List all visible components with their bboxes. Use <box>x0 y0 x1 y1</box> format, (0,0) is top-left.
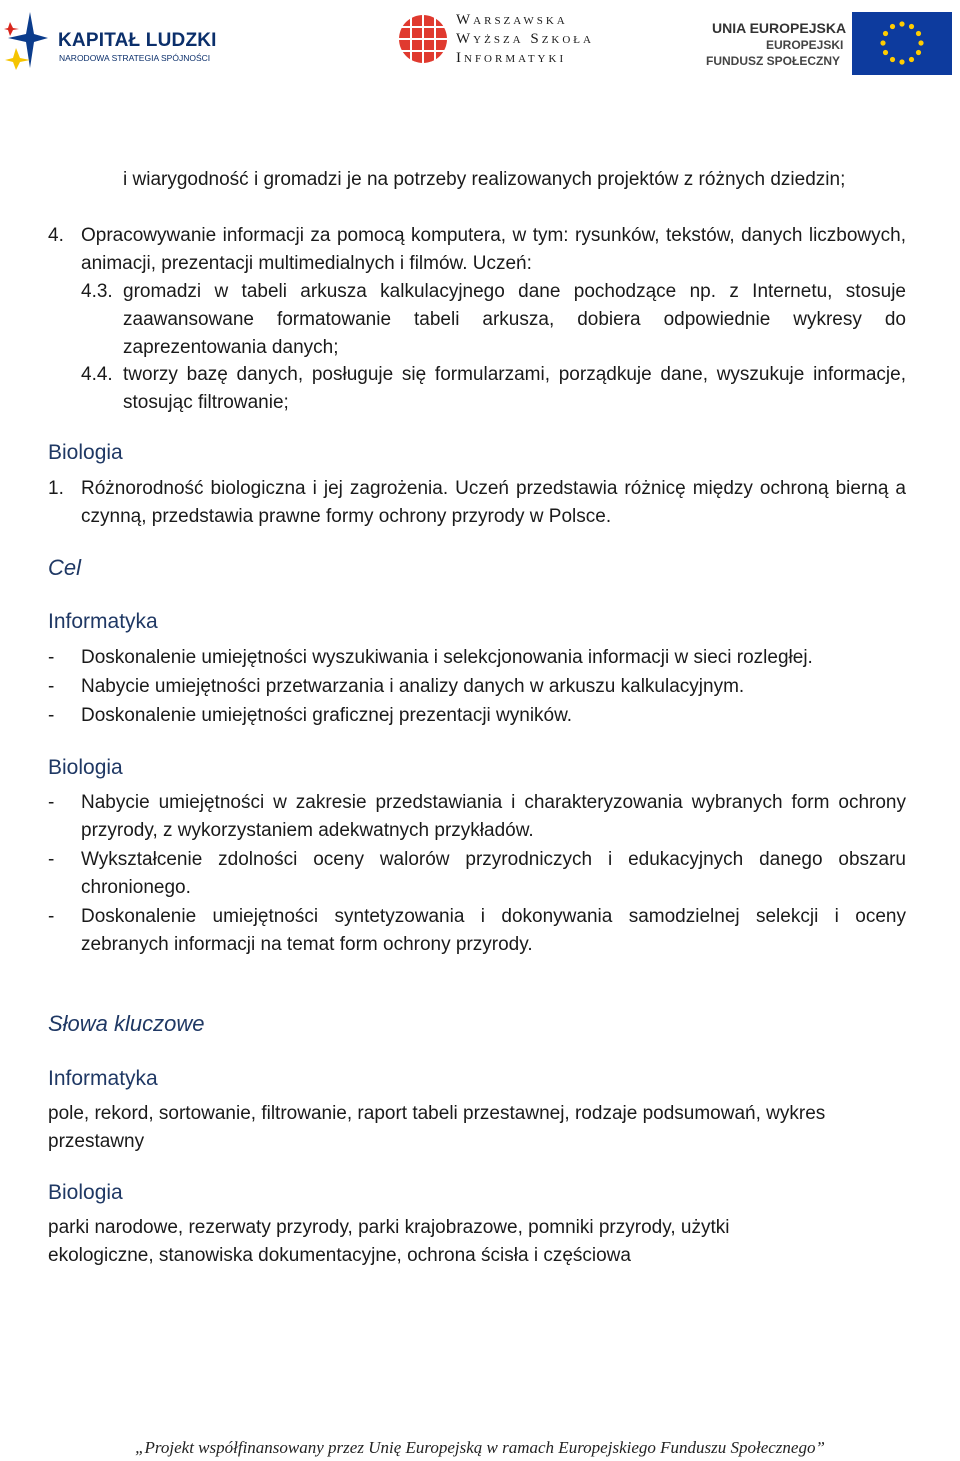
goal-inf-dash-2: - <box>48 676 55 697</box>
goal-bio-item-2: Wykształcenie zdolności oceny walorów przyrodniczych i edukacyjnych danego obszaru chronionego. <box>81 849 906 898</box>
requirement-4-4-text: tworzy bazę danych, posługuje się formularzami, porządkuje dane, wyszukuje informacje, stosując filtrowanie; <box>123 364 906 413</box>
kapital-ludzki-subtitle: NARODOWA STRATEGIA SPÓJNOŚCI <box>59 53 211 63</box>
wwsi-line-2: Wyższa Szkoła <box>456 31 594 47</box>
keywords-biology-heading: Biologia <box>48 1181 123 1204</box>
goal-inf-dash-3: - <box>48 705 55 726</box>
requirement-continuation: i wiarygodność i gromadzi je na potrzeby realizowanych projektów z różnych dziedzin; <box>123 169 846 190</box>
eu-logo <box>704 12 956 76</box>
keywords-informatics-heading: Informatyka <box>48 1067 158 1090</box>
goal-inf-item-2: Nabycie umiejętności przetwarzania i analizy danych w arkuszu kalkulacyjnym. <box>81 676 745 697</box>
eu-line-3: FUNDUSZ SPOŁECZNY <box>706 54 841 68</box>
goal-bio-item-3: Doskonalenie umiejętności syntetyzowania i dokonywania samodzielnej selekcji i oceny zebranych informacji na temat form ochrony przyrody. <box>81 906 906 955</box>
goal-inf-dash-1: - <box>48 647 55 668</box>
keywords-informatics-text: pole, rekord, sortowanie, filtrowanie, raport tabeli przestawnej, rodzaje podsumowań, wykres przestawny <box>48 1103 826 1152</box>
kapital-ludzki-star-icon <box>4 8 48 72</box>
goal-bio-item-1: Nabycie umiejętności w zakresie przedstawiania i charakteryzowania wybranych form ochrony przyrody, z wykorzystaniem adekwatnych przykładów. <box>81 792 906 841</box>
biology-requirement-1-text: Różnorodność biologiczna i jej zagrożenia. Uczeń przedstawia różnicę między ochroną bierną a czynną, przedstawia prawne formy ochrony przyrody w Polsce. <box>81 478 906 527</box>
header-logos <box>0 0 960 80</box>
eu-line-1: UNIA EUROPEJSKA <box>712 20 847 36</box>
footer-note: „Projekt współfinansowany przez Unię Europejską w ramach Europejskiego Funduszu Społecznego” <box>135 1438 825 1457</box>
goal-bio-dash-3: - <box>48 906 55 927</box>
requirement-4-3-number: 4.3. <box>81 281 113 302</box>
requirement-4-4-number: 4.4. <box>81 364 113 385</box>
goal-bio-dash-1: - <box>48 792 55 813</box>
goal-bio-dash-2: - <box>48 849 55 870</box>
kapital-ludzki-logo <box>4 6 217 74</box>
requirement-4-number: 4. <box>48 225 64 246</box>
requirement-4-3-text: gromadzi w tabeli arkusza kalkulacyjnego dane pochodzące np. z Internetu, stosuje zaawansowane formatowanie tabeli arkusza, dobiera odpowiednie wykresy do zaprezentowania danych; <box>123 281 906 358</box>
goal-inf-item-1: Doskonalenie umiejętności wyszukiwania i selekcjonowania informacji w sieci rozległej. <box>81 647 813 668</box>
goal-heading: Cel <box>48 555 82 580</box>
wwsi-line-1: Warszawska <box>456 12 568 28</box>
kapital-ludzki-title: KAPITAŁ LUDZKI <box>58 30 217 51</box>
requirement-4-text: Opracowywanie informacji za pomocą komputera, w tym: rysunków, tekstów, danych liczbowych, animacji, prezentacji multimedialnych i filmów. Uczeń: <box>81 225 906 274</box>
eu-line-2: EUROPEJSKI <box>766 38 844 52</box>
wwsi-line-3: Informatyki <box>456 50 567 66</box>
goal-biology-heading: Biologia <box>48 756 123 779</box>
wwsi-logo <box>398 12 594 72</box>
requirements-biology-heading: Biologia <box>48 441 123 464</box>
biology-requirement-1-number: 1. <box>48 478 64 499</box>
goal-informatics-heading: Informatyka <box>48 610 158 633</box>
keywords-heading: Słowa kluczowe <box>48 1011 205 1036</box>
eu-flag-icon <box>852 12 952 75</box>
keywords-biology-text: parki narodowe, rezerwaty przyrody, parki krajobrazowe, pomniki przyrody, użytki ekologiczne, stanowiska dokumentacyjne, ochrona ścisła i częściowa <box>48 1217 730 1266</box>
wwsi-mark-icon <box>398 14 448 64</box>
goal-inf-item-3: Doskonalenie umiejętności graficznej prezentacji wyników. <box>81 705 573 726</box>
